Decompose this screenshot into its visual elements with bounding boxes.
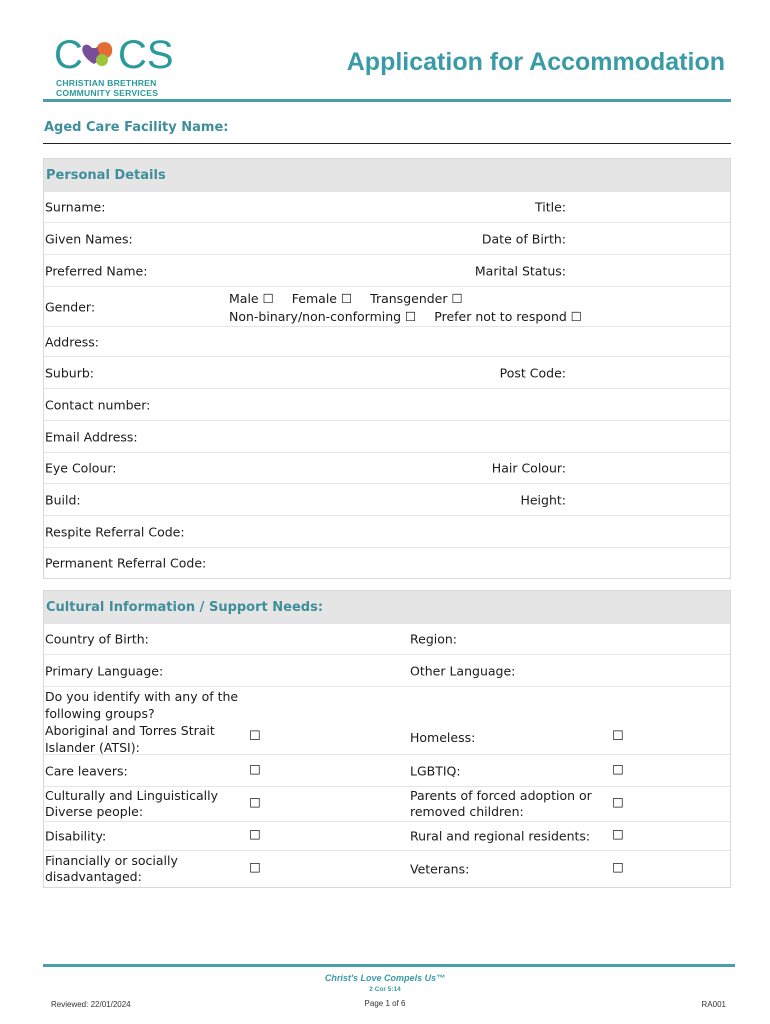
eye-colour-label: Eye Colour: xyxy=(45,460,117,476)
respite-code-row[interactable] xyxy=(44,515,730,547)
group-row-cald xyxy=(44,786,730,821)
logo-line-1: CHRISTIAN BRETHREN xyxy=(56,78,157,88)
gender-row xyxy=(44,286,730,326)
logo-line-2: COMMUNITY SERVICES xyxy=(56,88,159,98)
footer-divider xyxy=(43,964,735,967)
group-care-leavers-label: Care leavers: xyxy=(45,763,128,778)
respite-code-label: Respite Referral Code: xyxy=(45,524,185,539)
group-rural-label: Rural and regional residents: xyxy=(410,828,591,844)
svg-text:C: C xyxy=(54,34,83,77)
cultural-info-heading: Cultural Information / Support Needs: xyxy=(44,591,730,623)
permanent-code-row[interactable] xyxy=(44,547,730,578)
contact-number-row[interactable] xyxy=(44,388,730,420)
post-code-label: Post Code: xyxy=(499,365,566,380)
suburb-row[interactable] xyxy=(44,356,730,388)
reviewed-date: Reviewed: 22/01/2024 xyxy=(51,1000,131,1009)
gender-male-checkbox[interactable]: Male ☐ xyxy=(229,291,274,306)
veterans-checkbox[interactable]: ☐ xyxy=(612,861,624,877)
eye-colour-row[interactable] xyxy=(44,452,730,483)
surname-row[interactable] xyxy=(44,191,730,222)
marital-status-label: Marital Status: xyxy=(474,263,566,278)
preferred-name-row[interactable] xyxy=(44,254,730,286)
address-row[interactable] xyxy=(44,326,730,356)
group-row-care-leavers xyxy=(44,754,730,786)
group-row-financial xyxy=(44,850,730,887)
facility-name-label: Aged Care Facility Name: xyxy=(44,120,229,135)
suburb-label: Suburb: xyxy=(45,365,94,380)
title-label: Title: xyxy=(535,199,566,215)
forced-adoption-checkbox[interactable]: ☐ xyxy=(612,796,624,812)
care-leavers-checkbox[interactable]: ☐ xyxy=(249,763,261,778)
build-label: Build: xyxy=(45,492,81,507)
primary-language-label: Primary Language: xyxy=(45,663,164,678)
permanent-code-label: Permanent Referral Code: xyxy=(45,555,207,571)
gender-nonbinary-checkbox[interactable]: Non-binary/non-conforming ☐ xyxy=(229,309,417,324)
group-atsi-label: Aboriginal and Torres Strait Islander (ATSI): xyxy=(45,723,215,755)
footer-motto: Christ's Love Compels Us™ xyxy=(324,973,446,983)
cbcs-logo xyxy=(54,34,194,100)
lgbtiq-checkbox[interactable]: ☐ xyxy=(612,763,624,778)
group-veterans-label: Veterans: xyxy=(410,861,470,877)
gender-prefer-not-checkbox[interactable]: Prefer not to respond ☐ xyxy=(434,309,582,324)
group-financial-label: Financially or socially disadvantaged: xyxy=(45,853,178,884)
homeless-checkbox[interactable]: ☐ xyxy=(612,729,624,744)
group-lgbtiq-label: LGBTIQ: xyxy=(410,763,461,778)
email-row[interactable] xyxy=(44,420,730,452)
footer-verse: 2 Cor 5:14 xyxy=(369,986,401,993)
given-names-label: Given Names: xyxy=(45,231,133,246)
build-row[interactable] xyxy=(44,483,730,515)
group-row-disability xyxy=(44,821,730,850)
given-names-row[interactable] xyxy=(44,222,730,254)
gender-transgender-checkbox[interactable]: Transgender ☐ xyxy=(370,291,463,306)
gender-female-checkbox[interactable]: Female ☐ xyxy=(291,291,353,306)
country-of-birth-label: Country of Birth: xyxy=(45,631,149,647)
gender-label: Gender: xyxy=(45,299,96,314)
rural-checkbox[interactable]: ☐ xyxy=(612,828,624,844)
form-code: RA001 xyxy=(701,1000,726,1009)
group-forced-adoption-label: Parents of forced adoption or removed children: xyxy=(410,788,592,819)
personal-details-table xyxy=(43,158,731,579)
title-divider xyxy=(43,99,731,102)
page-title: Application for Accommodation xyxy=(346,48,725,76)
identify-question: Do you identify with any of the following groups? xyxy=(45,689,239,721)
group-disability-label: Disability: xyxy=(45,828,107,844)
group-row-atsi xyxy=(44,686,730,754)
cultural-info-table xyxy=(43,590,731,888)
region-label: Region: xyxy=(410,631,458,647)
page-number: Page 1 of 6 xyxy=(364,999,406,1008)
personal-details-heading: Personal Details xyxy=(44,159,730,191)
disability-checkbox[interactable]: ☐ xyxy=(249,828,261,844)
svg-text:CS: CS xyxy=(118,34,174,77)
height-label: Height: xyxy=(520,492,566,507)
cald-checkbox[interactable]: ☐ xyxy=(249,796,261,812)
facility-name-field[interactable] xyxy=(43,143,731,144)
logo-mark-icon xyxy=(54,34,194,78)
other-language-label: Other Language: xyxy=(410,663,516,678)
group-cald-label: Culturally and Linguistically Diverse people: xyxy=(45,788,219,819)
address-label: Address: xyxy=(45,334,99,349)
preferred-name-label: Preferred Name: xyxy=(45,263,148,278)
gender-options xyxy=(229,290,596,326)
group-homeless-label: Homeless: xyxy=(410,730,476,745)
financial-checkbox[interactable]: ☐ xyxy=(249,861,261,877)
language-row[interactable] xyxy=(44,654,730,686)
email-label: Email Address: xyxy=(45,429,138,444)
atsi-checkbox[interactable]: ☐ xyxy=(249,729,261,744)
contact-number-label: Contact number: xyxy=(45,397,151,412)
surname-label: Surname: xyxy=(45,199,106,215)
hair-colour-label: Hair Colour: xyxy=(491,460,566,476)
dob-label: Date of Birth: xyxy=(481,231,566,246)
country-row[interactable] xyxy=(44,623,730,654)
